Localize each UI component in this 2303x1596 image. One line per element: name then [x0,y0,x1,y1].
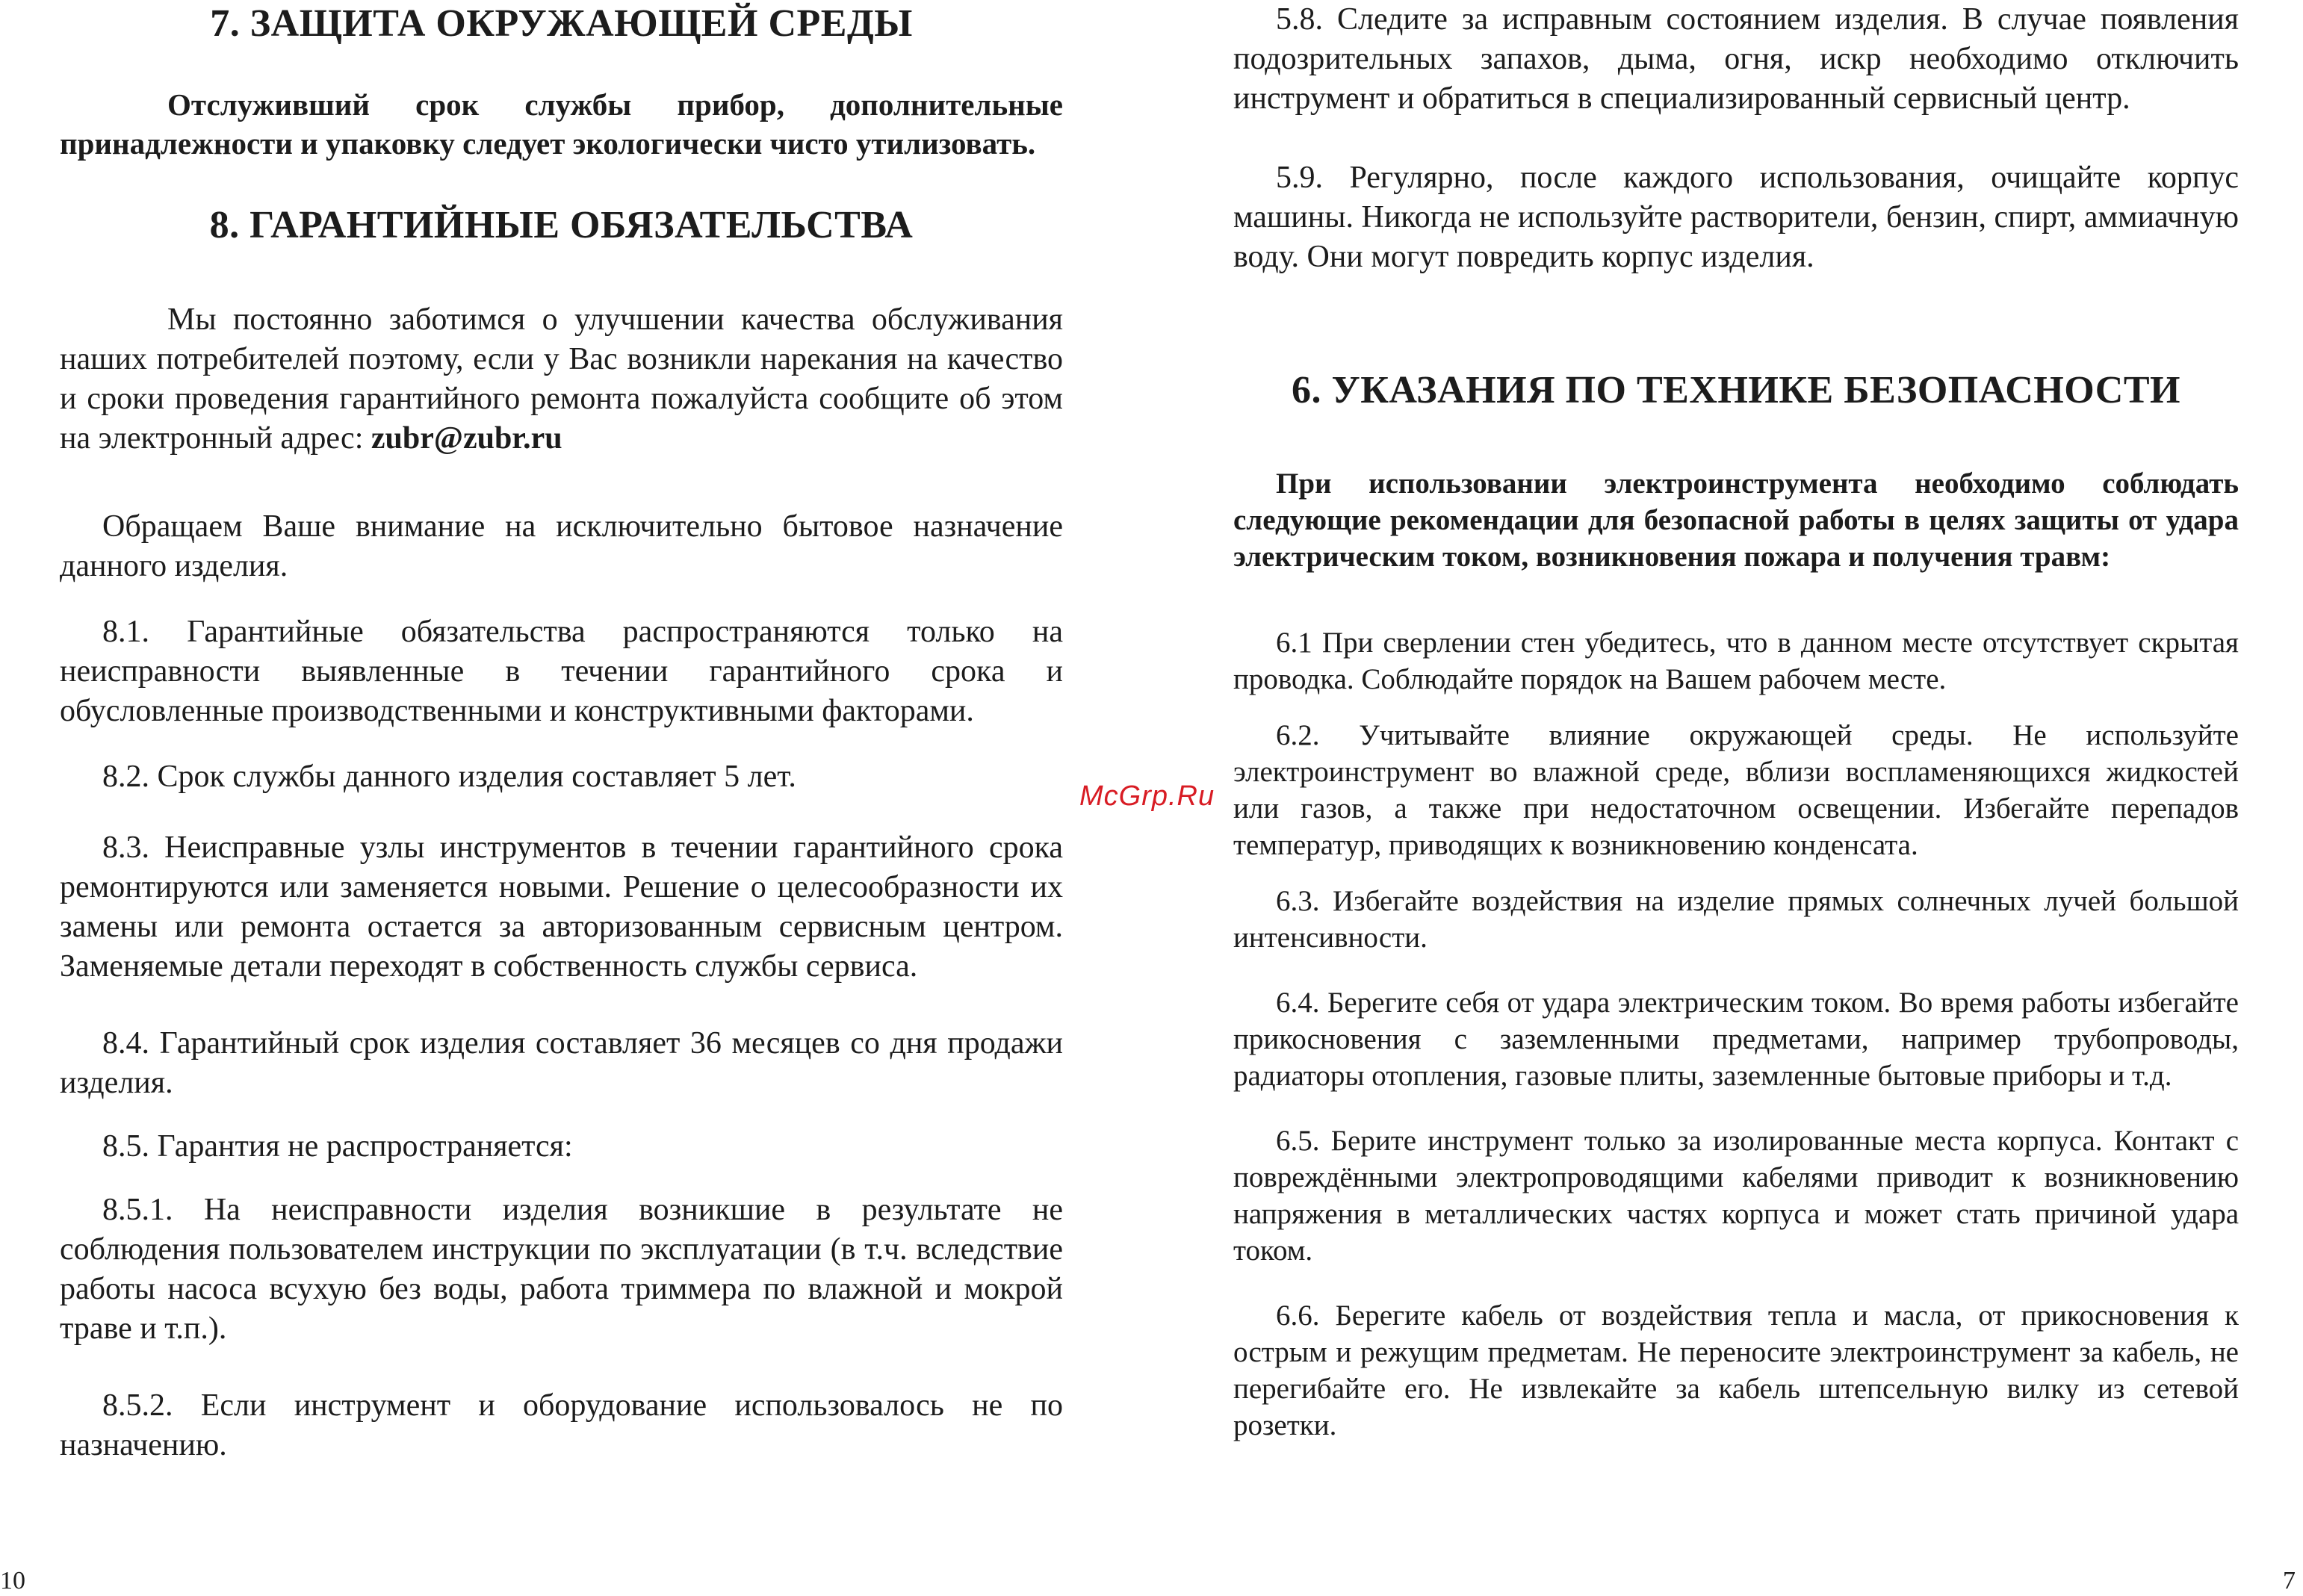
left-page [60,0,1063,1465]
para-5-9: 5.9. Регулярно, после каждого использования, очищайте корпус машины. Никогда не используйте растворители, бензин, спирт, аммиачную воду. Они могут повредить корпус изделия. [1233,161,2239,274]
page-number-left: 10 [0,1567,25,1595]
section-6-title: 6. УКАЗАНИЯ ПО ТЕХНИКЕ БЕЗОПАСНОСТИ [1292,369,2180,412]
page-number-right: 7 [2283,1567,2296,1595]
para-6-4: 6.4. Берегите себя от удара электрическим током. Во время работы избегайте прикосновения с заземленными предметами, например трубопроводы, радиаторы отопления, газовые плиты, заземленные бытовые приборы и т.д. [1233,987,2239,1092]
right-page [1233,0,2239,1444]
para-6-1: 6.1 При сверлении стен убедитесь, что в данном месте отсутствует скрытая проводка. Соблюдайте порядок на Вашем рабочем месте. [1233,627,2239,695]
section-7-text: Отслуживший срок службы прибор, дополнительные принадлежности и упаковку следует экологически чисто утилизовать. [60,87,1063,161]
para-6-6: 6.6. Берегите кабель от воздействия тепла и масла, от прикосновения к острым и режущим предметам. Не переносите электроинструмент за кабель, не перегибайте его. Не извлекайте за кабель штепсельную вилку из сетевой розетки. [1233,1300,2239,1441]
watermark: McGrp.Ru [1079,780,1215,812]
para-6-2: 6.2. Учитывайте влияние окружающей среды. Не используйте электроинструмент во влажной среде, вблизи воспламеняющихся жидкостей или газов, а также при недостаточном освещении. Избегайте перепадов температур, приводящих к возникновению конденсата. [1233,719,2239,861]
para-6-3: 6.3. Избегайте воздействия на изделие прямых солнечных лучей большой интенсивности. [1233,885,2239,954]
section-7-title: 7. ЗАЩИТА ОКРУЖАЮЩЕЙ СРЕДЫ [210,2,913,45]
section-8-title: 8. ГАРАНТИЙНЫЕ ОБЯЗАТЕЛЬСТВА [209,204,914,246]
para-8-5-1: 8.5.1. На неисправности изделия возникшие в результате не соблюдения пользователем инструкции по эксплуатации (в т.ч. вследствие работы насоса всухую без воды, работа триммера по влажной и мокрой траве и т.п.). [60,1193,1063,1346]
household-note: Обращаем Ваше внимание на исключительно бытовое назначение данного изделия. [60,509,1063,583]
para-8-5: 8.5. Гарантия не распространяется: [102,1129,573,1164]
para-8-1: 8.1. Гарантийные обязательства распространяются только на неисправности выявленные в течении гарантийного срока и обусловленные производственными и конструктивными факторами. [60,615,1063,728]
safety-intro: При использовании электроинструмента необходимо соблюдать следующие рекомендации для безопасной работы в целях защиты от удара электрическим током, возникновения пожара и получения травм: [1233,468,2239,573]
email-link[interactable]: zubr@zubr.ru [371,421,562,456]
para-8-3: 8.3. Неисправные узлы инструментов в течении гарантийного срока ремонтируются или заменяется новыми. Решение о целесообразности их замены или ремонта остается за авторизованным сервисным центром. Заменяемые детали переходят в собственность службы сервиса. [60,830,1063,984]
para-8-4: 8.4. Гарантийный срок изделия составляет 36 месяцев со дня продажи изделия. [60,1026,1063,1100]
para-5-8: 5.8. Следите за исправным состоянием изделия. В случае появления подозрительных запахов, дыма, огня, искр необходимо отключить инструмент и обратиться в специализированный сервисный центр. [1233,2,2239,116]
para-8-5-2: 8.5.2. Если инструмент и оборудование использовалось не по назначению. [60,1388,1063,1462]
para-6-5: 6.5. Берите инструмент только за изолированные места корпуса. Контакт с повреждёнными электропроводящими кабелями приводит к возникновению напряжения в металлических частях корпуса и может стать причиной удара током. [1233,1125,2239,1267]
warranty-intro-text: Мы постоянно заботимся о улучшении качества обслуживания наших потребителей поэтому, если у Вас возникли нарекания на качество и сроки проведения гарантийного ремонта пожалуйста сообщите об этом на электронный адрес: [60,302,1063,456]
warranty-intro [60,300,1063,459]
para-8-2: 8.2. Срок службы данного изделия составляет 5 лет. [102,760,796,794]
